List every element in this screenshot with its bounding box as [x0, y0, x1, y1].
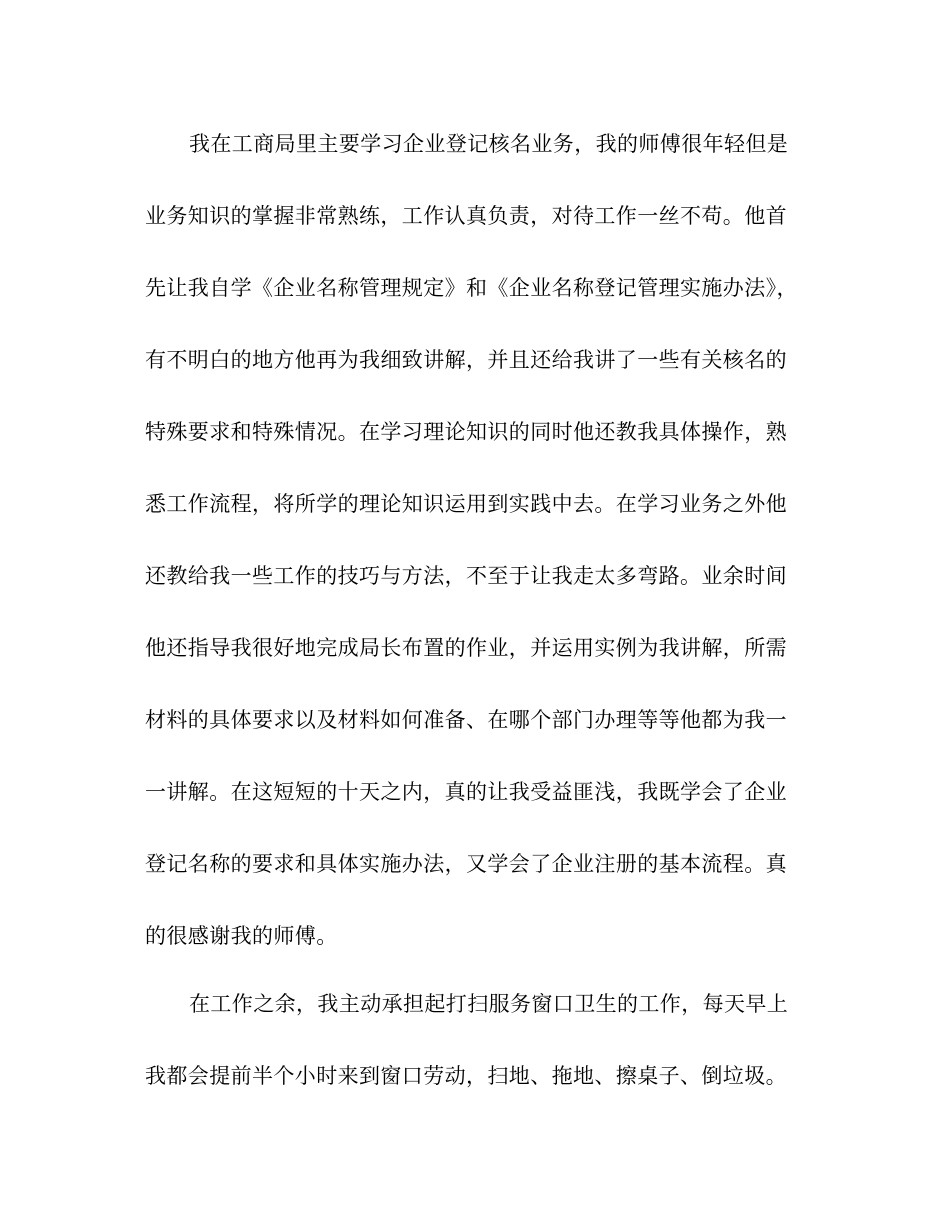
- paragraph-line: 特殊要求和特殊情况。在学习理论知识的同时他还教我具体操作，熟: [145, 420, 787, 444]
- paragraph-line: 先让我自学《企业名称管理规定》和《企业名称登记管理实施办法》，: [145, 276, 798, 300]
- paragraph-line: 登记名称的要求和具体实施办法，又学会了企业注册的基本流程。真: [145, 852, 787, 876]
- paragraph-line: 我都会提前半个小时来到窗口劳动，扫地、拖地、擦桌子、倒垃圾。: [145, 1064, 787, 1088]
- paragraph-line: 业务知识的掌握非常熟练，工作认真负责，对待工作一丝不苟。他首: [145, 204, 787, 228]
- paragraph-line: 在工作之余，我主动承担起打扫服务窗口卫生的工作，每天早上: [189, 992, 789, 1016]
- paragraph-line: 材料的具体要求以及材料如何准备、在哪个部门办理等等他都为我一: [145, 708, 787, 732]
- paragraph-line: 他还指导我很好地完成局长布置的作业，并运用实例为我讲解，所需: [145, 636, 787, 660]
- paragraph-line: 我在工商局里主要学习企业登记核名业务，我的师傅很年轻但是: [189, 132, 789, 156]
- paragraph-line: 还教给我一些工作的技巧与方法，不至于让我走太多弯路。业余时间: [145, 564, 787, 588]
- paragraph-line: 悉工作流程，将所学的理论知识运用到实践中去。在学习业务之外他: [145, 492, 787, 516]
- paragraph-line: 一讲解。在这短短的十天之内，真的让我受益匪浅，我既学会了企业: [145, 780, 787, 804]
- paragraph-line: 有不明白的地方他再为我细致讲解，并且还给我讲了一些有关核名的: [145, 348, 787, 372]
- paragraph-line: 的很感谢我的师傅。: [145, 924, 338, 948]
